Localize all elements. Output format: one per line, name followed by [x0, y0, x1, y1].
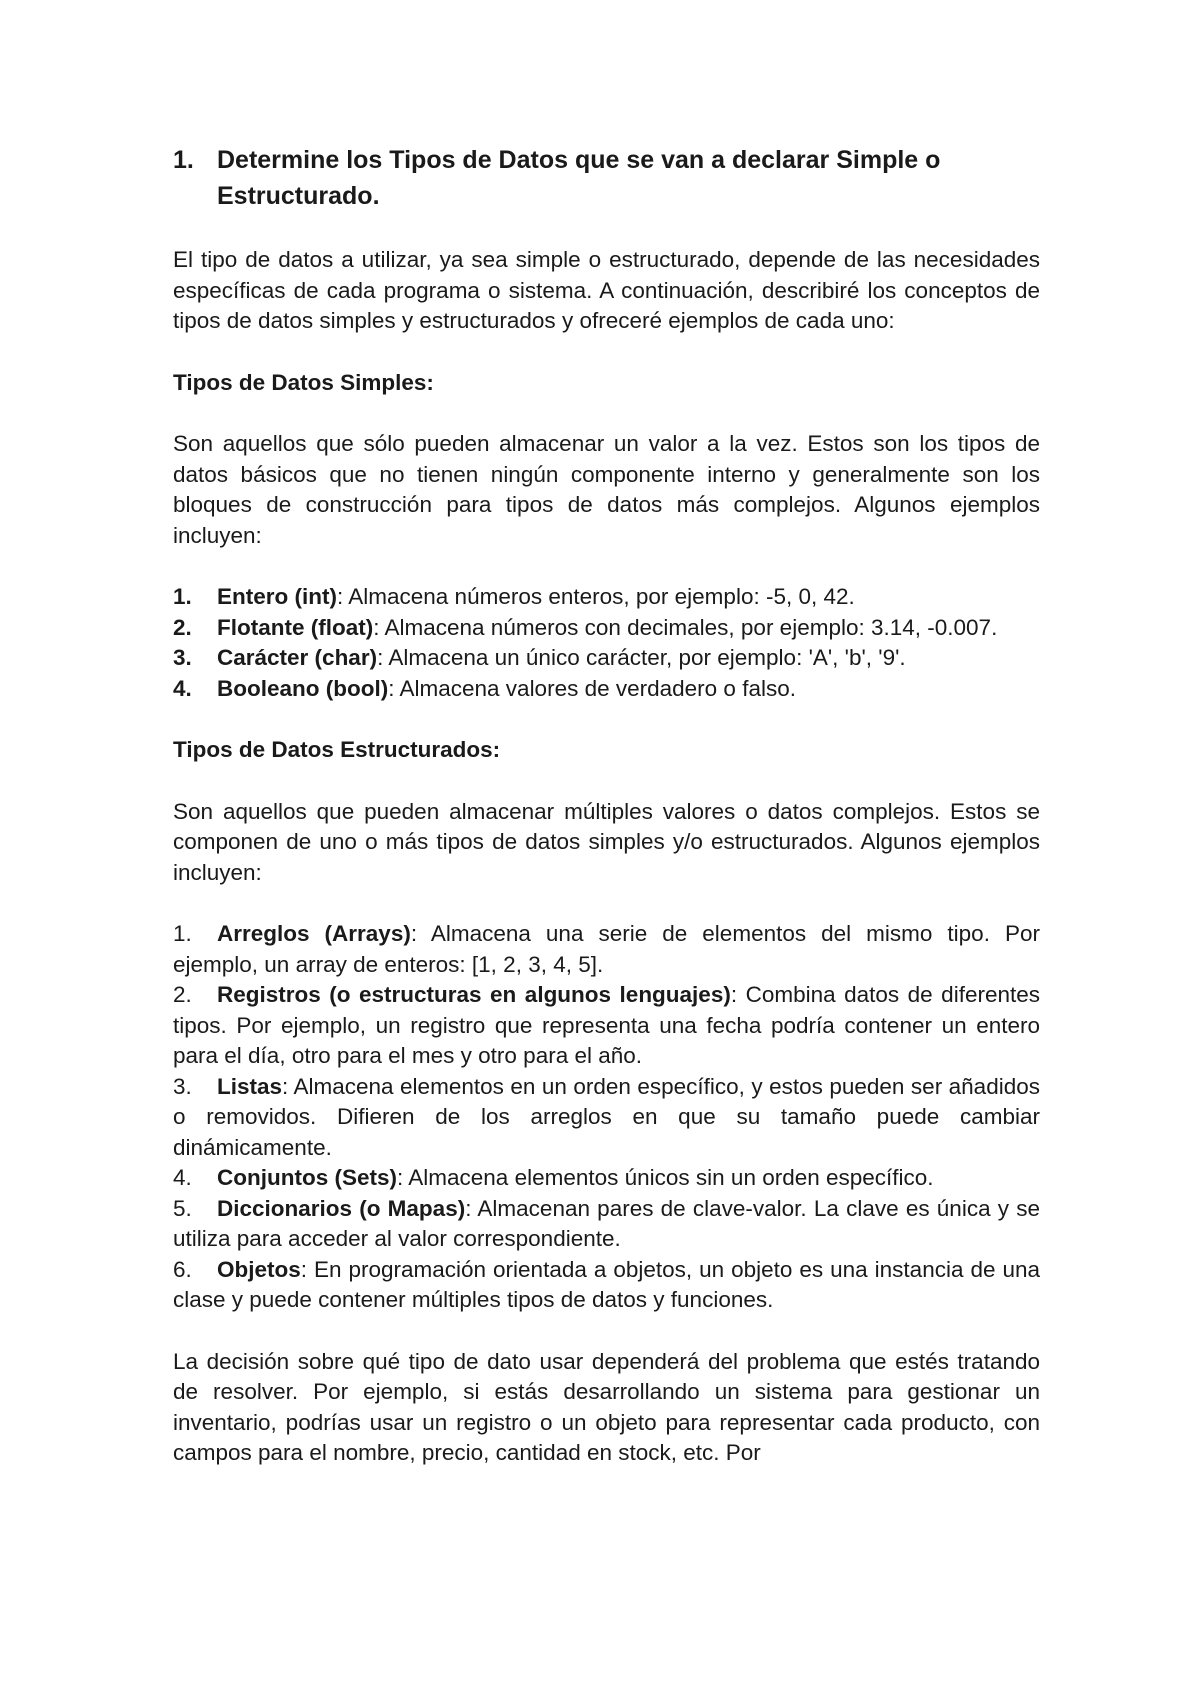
conclusion-paragraph: La decisión sobre qué tipo de dato usar dependerá del problema que estés tratando de resolver. Por ejemplo, si estás desarrollando un sistema para gestionar un inventario, podrías usar un registro o un objeto para representar cada producto, con campos para el nombre, precio, cantidad en stock, etc. Por — [173, 1348, 1040, 1465]
page-title — [173, 142, 1040, 214]
list-item-text: : Combina datos de diferentes tipos. Por ejemplo, un registro que representa una fecha podría contener un entero para el día, otro para el mes y otro para el año. — [173, 982, 1040, 1068]
list-item-text: : Almacena números con decimales, por ejemplo: 3.14, -0.007. — [373, 614, 998, 640]
list-item-text: : Almacena una serie de elementos del mismo tipo. Por ejemplo, un array de enteros: [1, 2, 3, 4, 5]. — [173, 921, 1040, 977]
list-item-number: 6. — [173, 1256, 192, 1282]
simple-types-title: Tipos de Datos Simples: — [173, 369, 434, 395]
list-item-text: : Almacena números enteros, por ejemplo: -5, 0, 42. — [336, 584, 855, 609]
heading-number: 1. — [173, 146, 194, 174]
list-item-number: 1. — [173, 921, 192, 946]
list-item-term: Booleano (bool) — [217, 675, 389, 701]
list-item-term: Listas — [217, 1073, 283, 1099]
list-item-text: : Almacena elementos únicos sin un orden específico. — [397, 1165, 934, 1190]
list-item — [173, 1163, 1040, 1194]
list-item-number: 4. — [173, 675, 192, 701]
intro-paragraph: El tipo de datos a utilizar, ya sea simple o estructurado, depende de las necesidades específicas de cada programa o sistema. A continuación, describiré los conceptos de tipos de datos simples y estructurados y ofreceré ejemplos de cada uno: — [173, 247, 1040, 333]
list-item-text: : Almacena valores de verdadero o falso. — [388, 675, 796, 701]
list-item-term: Diccionarios (o Mapas) — [217, 1195, 466, 1221]
list-item-number: 1. — [173, 584, 192, 609]
list-item-term: Carácter (char) — [217, 645, 378, 670]
list-item-number: 2. — [173, 614, 192, 640]
list-item — [173, 643, 1040, 674]
list-item — [173, 674, 1040, 705]
list-item-number: 4. — [173, 1165, 192, 1190]
list-item-text: : Almacenan pares de clave-valor. La clave es única y se utiliza para acceder al valor correspondiente. — [173, 1195, 1040, 1251]
list-item-text: : Almacena elementos en un orden específico, y estos pueden ser añadidos o removidos. Difieren de los arreglos en que su tamaño puede cambiar dinámicamente. — [173, 1073, 1040, 1160]
list-item-term: Flotante (float) — [217, 614, 374, 640]
simple-types-description: Son aquellos que sólo pueden almacenar un valor a la vez. Estos son los tipos de datos básicos que no tienen ningún componente interno y generalmente son los bloques de construcción para tipos de datos más complejos. Algunos ejemplos incluyen: — [173, 431, 1040, 548]
list-item-term: Objetos — [217, 1256, 301, 1282]
simple-types-list — [173, 582, 1040, 704]
list-item-term: Arreglos (Arrays) — [217, 921, 411, 946]
list-item — [173, 1255, 1040, 1316]
structured-types-title: Tipos de Datos Estructurados: — [173, 737, 501, 762]
list-item — [173, 1194, 1040, 1255]
list-item-term: Entero (int) — [217, 584, 337, 609]
list-item — [173, 582, 1040, 613]
list-item-term: Conjuntos (Sets) — [217, 1165, 397, 1190]
list-item-number: 5. — [173, 1195, 192, 1221]
list-item-number: 3. — [173, 645, 192, 670]
list-item — [173, 980, 1040, 1072]
list-item-number: 2. — [173, 982, 192, 1007]
structured-types-list — [173, 919, 1040, 1316]
list-item — [173, 1072, 1040, 1164]
list-item — [173, 613, 1040, 644]
heading-text: Determine los Tipos de Datos que se van a declarar Simple o Estructurado. — [217, 146, 941, 210]
list-item-text: : En programación orientada a objetos, un objeto es una instancia de una clase y puede contener múltiples tipos de datos y funciones. — [173, 1256, 1040, 1312]
list-item-text: : Almacena un único carácter, por ejemplo: 'A', 'b', '9'. — [377, 645, 906, 670]
structured-types-description: Son aquellos que pueden almacenar múltiples valores o datos complejos. Estos se componen de uno o más tipos de datos simples y/o estructurados. Algunos ejemplos incluyen: — [173, 798, 1040, 885]
list-item-number: 3. — [173, 1073, 192, 1099]
list-item-term: Registros (o estructuras en algunos lenguajes) — [217, 982, 731, 1007]
list-item — [173, 919, 1040, 980]
